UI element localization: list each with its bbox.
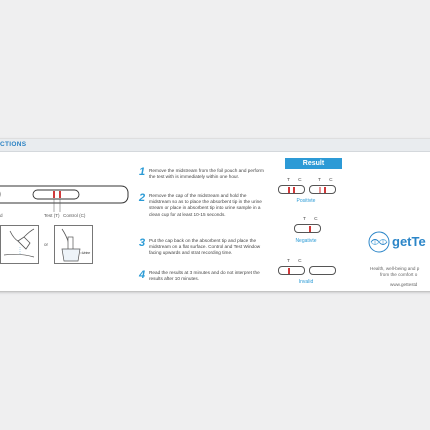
negative-label: Negativte (295, 238, 317, 244)
positive-strip-2 (309, 185, 336, 194)
positive-strip-1 (278, 185, 305, 194)
device-label-control: Control (C) (63, 213, 86, 218)
brand-website: www.gettestd (390, 282, 418, 287)
dna-logo-icon (368, 231, 390, 253)
step-3-number: 3 (139, 237, 146, 249)
midstream-device-illustration (0, 183, 136, 213)
invalid-1-tc-label: T C (287, 259, 306, 264)
or-label: or (44, 242, 49, 247)
test-line (319, 187, 321, 193)
cup-illustration (54, 225, 94, 265)
step-4-number: 4 (139, 269, 146, 281)
instruction-card (0, 139, 430, 291)
positive-2-tc-label: T C (318, 178, 337, 183)
invalid-strip-2 (309, 266, 336, 275)
header-divider (0, 151, 430, 152)
step-2-number: 2 (139, 192, 146, 204)
invalid-label: Invalid (298, 279, 314, 285)
step-2-text: Remove the cap of the midstream and hold the midstream so as to place the absorbent tip in the urine stream or place in absorbent tip into urine sample in a clean cup for at least 10-15 seconds. (149, 193, 262, 217)
step-1-number: 1 (139, 166, 146, 178)
positive-label: Positivte (296, 198, 316, 204)
step-1-text: Remove the midstream from the foil pouch and perform the test with is immediately within one hour. (149, 168, 264, 180)
test-line (288, 187, 290, 193)
control-line (309, 226, 311, 232)
negative-strip (294, 224, 321, 233)
device-label-left: d (0, 213, 3, 218)
urine-stream-illustration (0, 225, 40, 265)
step-3-text: Put the cap back on the absorbent tip and place the midstream on a flat surface. Control and Test Window facing upwards and strat recording time. (149, 238, 261, 256)
step-4-text: Read the results at 3 minutes and do not interpret the results after 10 minutes. (149, 270, 260, 282)
section-title: CTIONS (0, 141, 27, 148)
control-line (293, 187, 295, 193)
result-heading: Result (285, 158, 342, 169)
positive-1-tc-label: T C (287, 178, 306, 183)
brand-name: getTe (392, 234, 426, 249)
test-line (288, 268, 290, 274)
invalid-strip-1 (278, 266, 305, 275)
control-line (324, 187, 326, 193)
brand-tagline-2: from the comfort o (380, 272, 418, 277)
cup-label: Urine (82, 251, 91, 255)
brand-tagline-1: Health, well-being and p (370, 266, 420, 271)
header-band (0, 139, 430, 151)
negative-tc-label: T C (303, 217, 322, 222)
device-label-test: Test (T) (44, 213, 60, 218)
